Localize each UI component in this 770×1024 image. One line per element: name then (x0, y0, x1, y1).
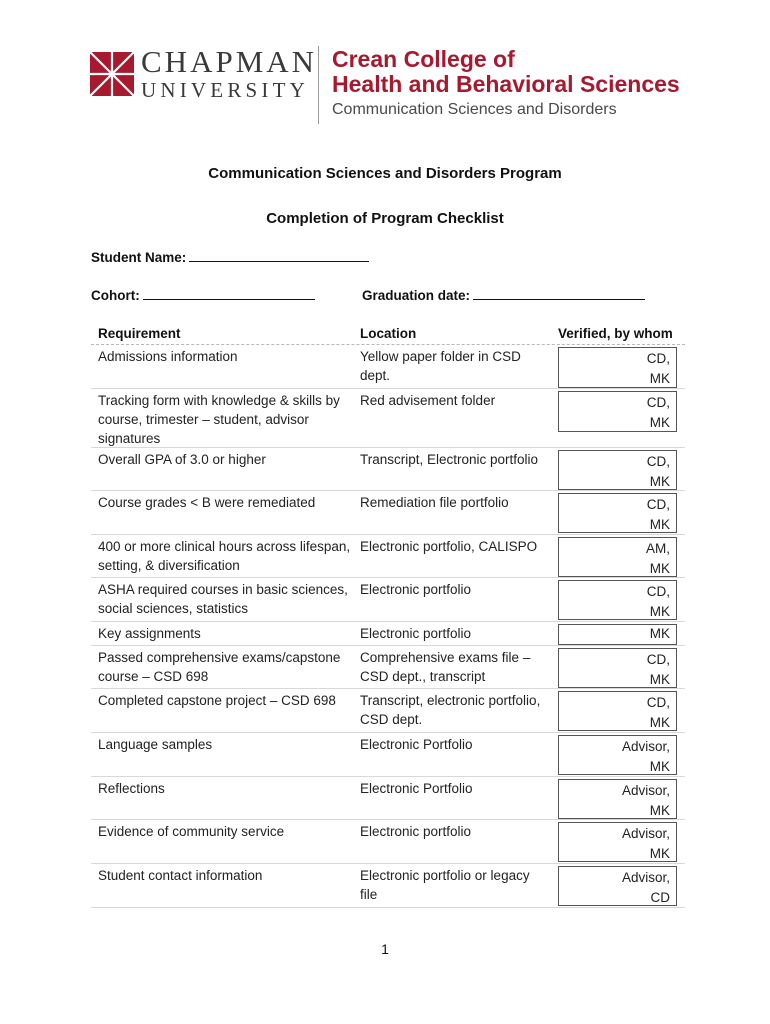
table-row (91, 345, 685, 389)
verified-text: Advisor, MK (621, 826, 670, 861)
cohort-line[interactable] (143, 287, 315, 300)
requirement-cell: Tracking form with knowledge & skills by course, trimester – student, advisor signatures (98, 393, 340, 446)
requirement-cell: Admissions information (98, 349, 238, 364)
verified-cell (558, 735, 678, 773)
table-row (91, 535, 685, 578)
verified-text: CD, MK (646, 497, 670, 532)
document-subtitle: Completion of Program Checklist (266, 210, 504, 227)
table-row (91, 448, 685, 491)
verified-cell (558, 391, 678, 429)
table-row (91, 864, 685, 908)
verified-text: CD, MK (646, 652, 670, 687)
table-header (91, 324, 685, 345)
brand-line-2: UNIVERSITY (141, 78, 309, 102)
verified-text: MK (649, 626, 670, 641)
verified-cell (558, 866, 678, 904)
department-name: Communication Sciences and Disorders (332, 101, 617, 118)
student-name-field[interactable] (91, 249, 369, 265)
graduation-date-line[interactable] (473, 287, 645, 300)
cohort-label: Cohort: (91, 288, 140, 303)
requirement-cell: ASHA required courses in basic sciences, social sciences, statistics (98, 582, 348, 616)
requirement-cell: Completed capstone project – CSD 698 (98, 693, 336, 708)
location-cell: Electronic portfolio (360, 626, 472, 641)
header-requirement: Requirement (98, 326, 181, 341)
table-row (91, 777, 685, 820)
verified-cell (558, 822, 678, 860)
location-cell: Electronic Portfolio (360, 781, 473, 796)
verified-cell (558, 779, 678, 817)
header-location: Location (360, 326, 417, 341)
table-row (91, 491, 685, 535)
college-line-1: Crean College of (332, 46, 515, 72)
verified-text: CD, MK (646, 584, 670, 619)
location-cell: Transcript, Electronic portfolio (360, 452, 539, 467)
table-row (91, 622, 685, 646)
requirement-cell: Overall GPA of 3.0 or higher (98, 452, 266, 467)
header-divider (318, 46, 319, 124)
requirement-cell: Evidence of community service (98, 824, 285, 839)
requirement-cell: Passed comprehensive exams/capstone course – CSD 698 (98, 650, 341, 684)
verified-text: Advisor, MK (621, 783, 670, 818)
location-cell: Yellow paper folder in CSD dept. (360, 349, 521, 383)
table-row (91, 733, 685, 777)
verified-cell (558, 691, 678, 729)
verified-cell (558, 493, 678, 531)
location-cell: Electronic portfolio (360, 582, 472, 597)
verified-text: Advisor, CD (621, 870, 670, 905)
page-number: 1 (381, 941, 389, 957)
verified-text: CD, MK (646, 351, 670, 386)
requirement-cell: 400 or more clinical hours across lifespan, setting, & diversification (98, 539, 351, 573)
student-name-line[interactable] (189, 249, 369, 262)
requirement-cell: Course grades < B were remediated (98, 495, 316, 510)
location-cell: Electronic portfolio or legacy file (360, 868, 530, 902)
cohort-field[interactable] (91, 287, 315, 303)
table-row (91, 578, 685, 622)
requirement-cell: Reflections (98, 781, 165, 796)
location-cell: Comprehensive exams file – CSD dept., transcript (360, 650, 531, 684)
chapman-logo-mark-icon (90, 52, 134, 96)
document-title: Communication Sciences and Disorders Program (208, 165, 562, 182)
table-row (91, 820, 685, 864)
verified-cell (558, 624, 678, 644)
location-cell: Remediation file portfolio (360, 495, 509, 510)
location-cell: Electronic portfolio (360, 824, 472, 839)
verified-text: Advisor, MK (621, 739, 670, 774)
checklist-table (91, 324, 685, 908)
college-name (332, 47, 680, 121)
location-cell: Red advisement folder (360, 393, 496, 408)
verified-text: AM, MK (645, 541, 670, 576)
table-row (91, 646, 685, 689)
brand-line-1: CHAPMAN (141, 44, 318, 79)
location-cell: Electronic Portfolio (360, 737, 473, 752)
requirement-cell: Key assignments (98, 626, 201, 641)
requirement-cell: Student contact information (98, 868, 263, 883)
brand-wordmark (141, 44, 318, 102)
header-verified: Verified, by whom (558, 326, 673, 341)
table-row (91, 689, 685, 733)
verified-text: CD, MK (646, 695, 670, 730)
verified-text: CD, MK (646, 454, 670, 489)
verified-cell (558, 347, 678, 385)
location-cell: Electronic portfolio, CALISPO (360, 539, 538, 554)
table-row (91, 389, 685, 448)
location-cell: Transcript, electronic portfolio, CSD dept. (360, 693, 541, 727)
graduation-date-label: Graduation date: (362, 288, 471, 303)
verified-cell (558, 450, 678, 488)
student-name-label: Student Name: (91, 250, 187, 265)
college-line-2: Health and Behavioral Sciences (332, 71, 680, 97)
verified-cell (558, 580, 678, 618)
verified-text: CD, MK (646, 395, 670, 430)
verified-cell (558, 537, 678, 575)
verified-cell (558, 648, 678, 686)
requirement-cell: Language samples (98, 737, 213, 752)
graduation-date-field[interactable] (362, 287, 645, 303)
